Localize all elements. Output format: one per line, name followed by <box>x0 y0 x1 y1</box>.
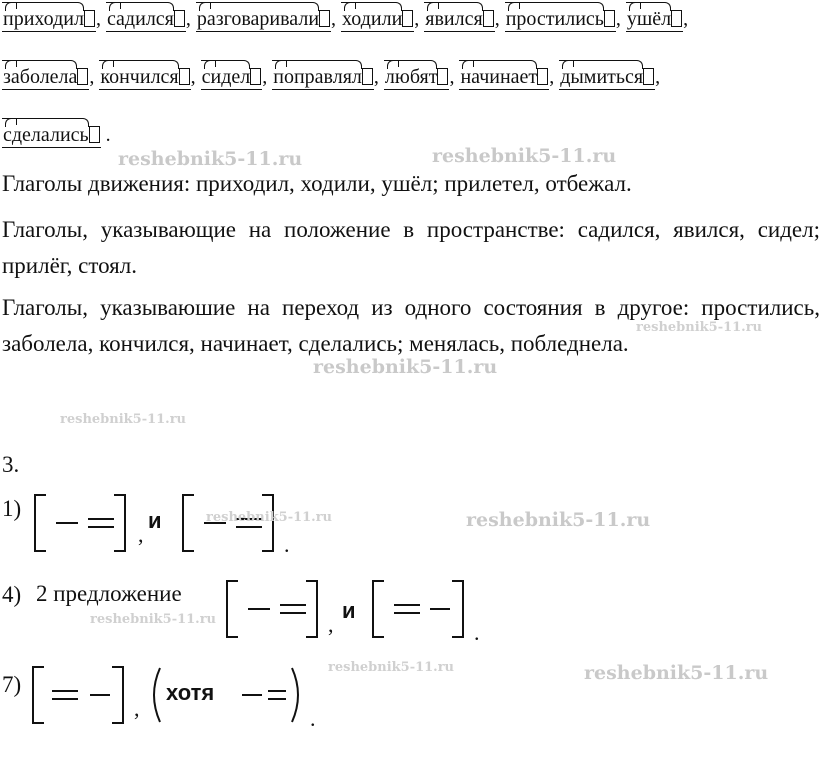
period: . <box>474 620 480 645</box>
conjunction: и <box>148 508 162 533</box>
period: . <box>284 532 290 557</box>
parsed-word: поправлял <box>272 66 374 90</box>
scheme-caption: 2 предложение <box>36 581 182 606</box>
watermark: reshebnik5-11.ru <box>60 412 187 427</box>
parsed-word: приходил <box>2 8 96 32</box>
scheme-number: 4) <box>2 582 22 607</box>
parsed-word: сделались <box>2 124 101 148</box>
watermark: reshebnik5-11.ru <box>313 356 498 378</box>
sentence-scheme <box>372 580 464 638</box>
subordinate-clause-scheme <box>146 666 306 724</box>
watermark: reshebnik5-11.ru <box>206 510 333 525</box>
morph-row-3: сделались . <box>3 124 111 146</box>
comma: , <box>328 612 334 637</box>
watermark: reshebnik5-11.ru <box>90 612 217 627</box>
parsed-word: сидел <box>201 66 263 90</box>
scheme-number: 7) <box>2 672 22 697</box>
conjunction: хотя <box>166 680 215 705</box>
section-number: 3. <box>2 452 20 477</box>
morph-row-1: приходил , садился , разговаривали , ходили , явился , простились , ушёл , <box>3 8 689 30</box>
watermark: reshebnik5-11.ru <box>432 145 617 167</box>
parsed-word: простились <box>505 8 616 32</box>
period: . <box>310 706 316 731</box>
parsed-word: ушёл <box>626 8 683 32</box>
watermark: reshebnik5-11.ru <box>584 662 769 684</box>
sentence-scheme <box>32 666 124 724</box>
parsed-word: любят <box>384 66 450 90</box>
paragraph-motion: Глаголы движения: приходил, ходили, ушёл; прилетел, отбежал. <box>2 171 632 196</box>
morph-row-2: заболела , кончился , сидел , поправлял , любят , начинает , дымиться , <box>3 66 661 88</box>
parsed-word: начинает <box>459 66 549 90</box>
parsed-word: ходили <box>341 8 414 32</box>
sentence-scheme <box>226 580 318 638</box>
sentence-scheme <box>34 494 126 552</box>
watermark: reshebnik5-11.ru <box>636 320 763 335</box>
scheme-number: 1) <box>2 496 22 521</box>
watermark: reshebnik5-11.ru <box>328 660 455 675</box>
comma: , <box>134 696 140 721</box>
paragraph-state: Глаголы, указываюшие на переход из одного состояния в другое: простились, заболела, кончился, начинает, сделались; менялась, побледнела. <box>2 295 820 356</box>
parsed-word: явился <box>424 8 494 32</box>
paragraph-position: Глаголы, указывающие на положение в пространстве: садился, явился, сидел; прилёг, стоял. <box>2 217 820 278</box>
parsed-word: дымиться <box>559 66 655 90</box>
parsed-word: заболела <box>2 66 89 90</box>
parsed-word: садился <box>106 8 186 32</box>
conjunction: и <box>342 598 356 623</box>
watermark: reshebnik5-11.ru <box>466 509 651 531</box>
parsed-word: разговаривали <box>196 8 331 32</box>
comma: , <box>138 522 144 547</box>
parsed-word: кончился <box>99 66 190 90</box>
watermark: reshebnik5-11.ru <box>118 148 303 170</box>
